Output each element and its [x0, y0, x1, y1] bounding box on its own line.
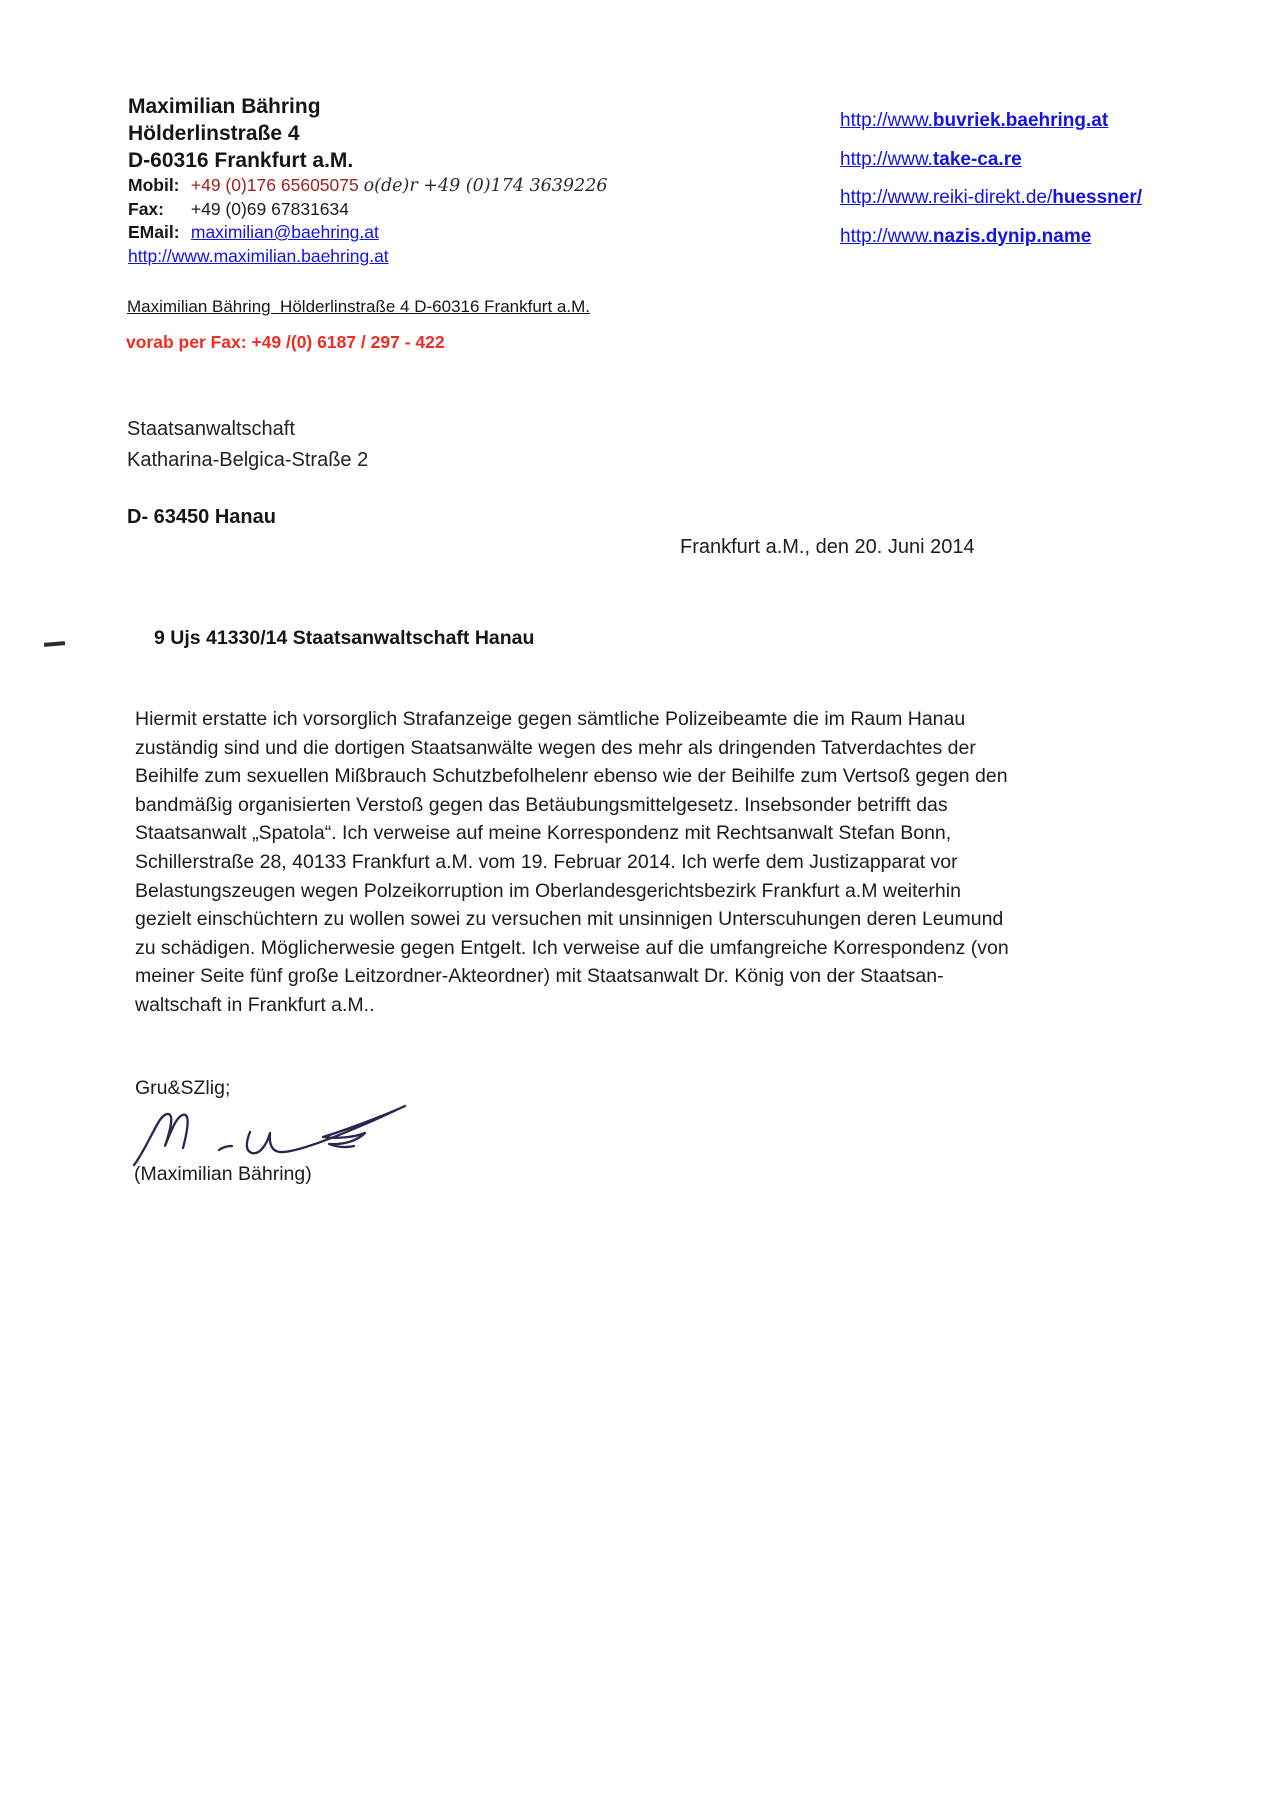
- signer-name: (Maximilian Bähring): [134, 1163, 312, 1185]
- sender-address-block: [128, 93, 607, 268]
- mobil-number: +49 (0)176 65605075: [190, 175, 359, 195]
- sender-city: D-60316 Frankfurt a.M.: [128, 149, 354, 172]
- recipient-org: Staatsanwaltschaft: [127, 418, 295, 440]
- website-line: [128, 245, 607, 268]
- fax-advance-note: vorab per Fax: +49 /(0) 6187 / 297 - 422: [126, 332, 445, 352]
- dateline: Frankfurt a.M., den 20. Juni 2014: [680, 536, 975, 558]
- weblink-bold: take-ca.re: [932, 148, 1022, 170]
- weblink-bold: buvriek.baehring.at: [932, 110, 1109, 131]
- weblink-plain: http://www.reiki-direkt.de/: [840, 187, 1053, 208]
- recipient-city: D- 63450 Hanau: [127, 506, 276, 528]
- mobil-line: [128, 174, 607, 198]
- email-label: EMail:: [128, 222, 180, 242]
- weblink-plain: http://www.: [840, 225, 933, 247]
- body-line: Schillerstraße 28, 40133 Frankfurt a.M. vom 19. Februar 2014. Ich werfe dem Justizapparat vor: [135, 850, 958, 873]
- weblink-column: [840, 102, 1142, 256]
- weblink-nazis-dynip[interactable]: [840, 218, 1142, 257]
- subject-line: 9 Ujs 41330/14 Staatsanwaltschaft Hanau: [154, 627, 535, 649]
- sender-name: Maximilian Bähring: [128, 95, 321, 118]
- email-link[interactable]: maximilian@baehring.at: [190, 222, 379, 242]
- body-line: zu schädigen. Möglicherwesie gegen Entgelt. Ich verweise auf die umfangreiche Korrespondenz (von: [135, 936, 1009, 959]
- recipient-street: Katharina-Belgica-Straße 2: [127, 449, 369, 471]
- weblink-buvriek[interactable]: [840, 102, 1142, 141]
- return-address-line: Maximilian Bähring Hölderlinstraße 4 D-60316 Frankfurt a.M.: [127, 297, 590, 316]
- body-line: Staatsanwalt „Spatola“. Ich verweise auf meine Korrespondenz mit Rechtsanwalt Stefan Bonn,: [135, 822, 952, 845]
- weblink-take-ca[interactable]: [840, 141, 1142, 180]
- email-line: [128, 221, 607, 244]
- body-line: meiner Seite fünf große Leitzordner-Akteordner) mit Staatsanwalt Dr. König von der Staatsan-: [135, 965, 944, 988]
- recipient-block: [127, 414, 368, 533]
- body-line: gezielt einschüchtern zu wollen sowei zu versuchen mit unsinnigen Unterscuhungen deren Leumund: [135, 908, 1004, 931]
- fax-number: +49 (0)69 67831634: [190, 199, 349, 219]
- body-line: waltschaft in Frankfurt a.M..: [135, 993, 375, 1016]
- body-line: bandmäßig organisierten Verstoß gegen das Betäubungsmittelgesetz. Insebsonder betrifft das: [135, 793, 948, 816]
- weblink-bold: huessner/: [1052, 187, 1143, 208]
- sender-street: Hölderlinstraße 4: [128, 122, 300, 145]
- weblink-plain: http://www.: [840, 110, 933, 131]
- body-line: zuständig sind und die dortigen Staatsanwälte wegen des mehr als dringenden Tatverdachtes der: [135, 736, 976, 759]
- weblink-bold: nazis.dynip.name: [932, 225, 1092, 247]
- body-line: Hiermit erstatte ich vorsorglich Strafanzeige gegen sämtliche Polizeibeamte die im Raum Hanau: [135, 708, 966, 730]
- fold-mark: [44, 641, 65, 646]
- letter-body: [135, 705, 1065, 1020]
- body-line: Beihilfe zum sexuellen Mißbrauch Schutzbefolhelenr ebenso wie der Beihilfe zum Vertsoß gegen den: [135, 765, 1008, 788]
- weblink-reiki-direkt[interactable]: [840, 179, 1142, 218]
- body-line: Belastungszeugen wegen Polzeikorruption im Oberlandesgerichtsbezirk Frankfurt a.M weiterhin: [135, 879, 961, 902]
- mobil-label: Mobil:: [128, 175, 180, 195]
- mobil-alt-number: o(de)r +49 (0)174 3639226: [363, 176, 608, 196]
- fax-line: [128, 198, 607, 221]
- fax-label: Fax:: [128, 199, 164, 219]
- website-link[interactable]: http://www.maximilian.baehring.at: [128, 246, 389, 266]
- closing-salutation: Gru&SZlig;: [135, 1077, 231, 1099]
- weblink-plain: http://www.: [840, 148, 933, 170]
